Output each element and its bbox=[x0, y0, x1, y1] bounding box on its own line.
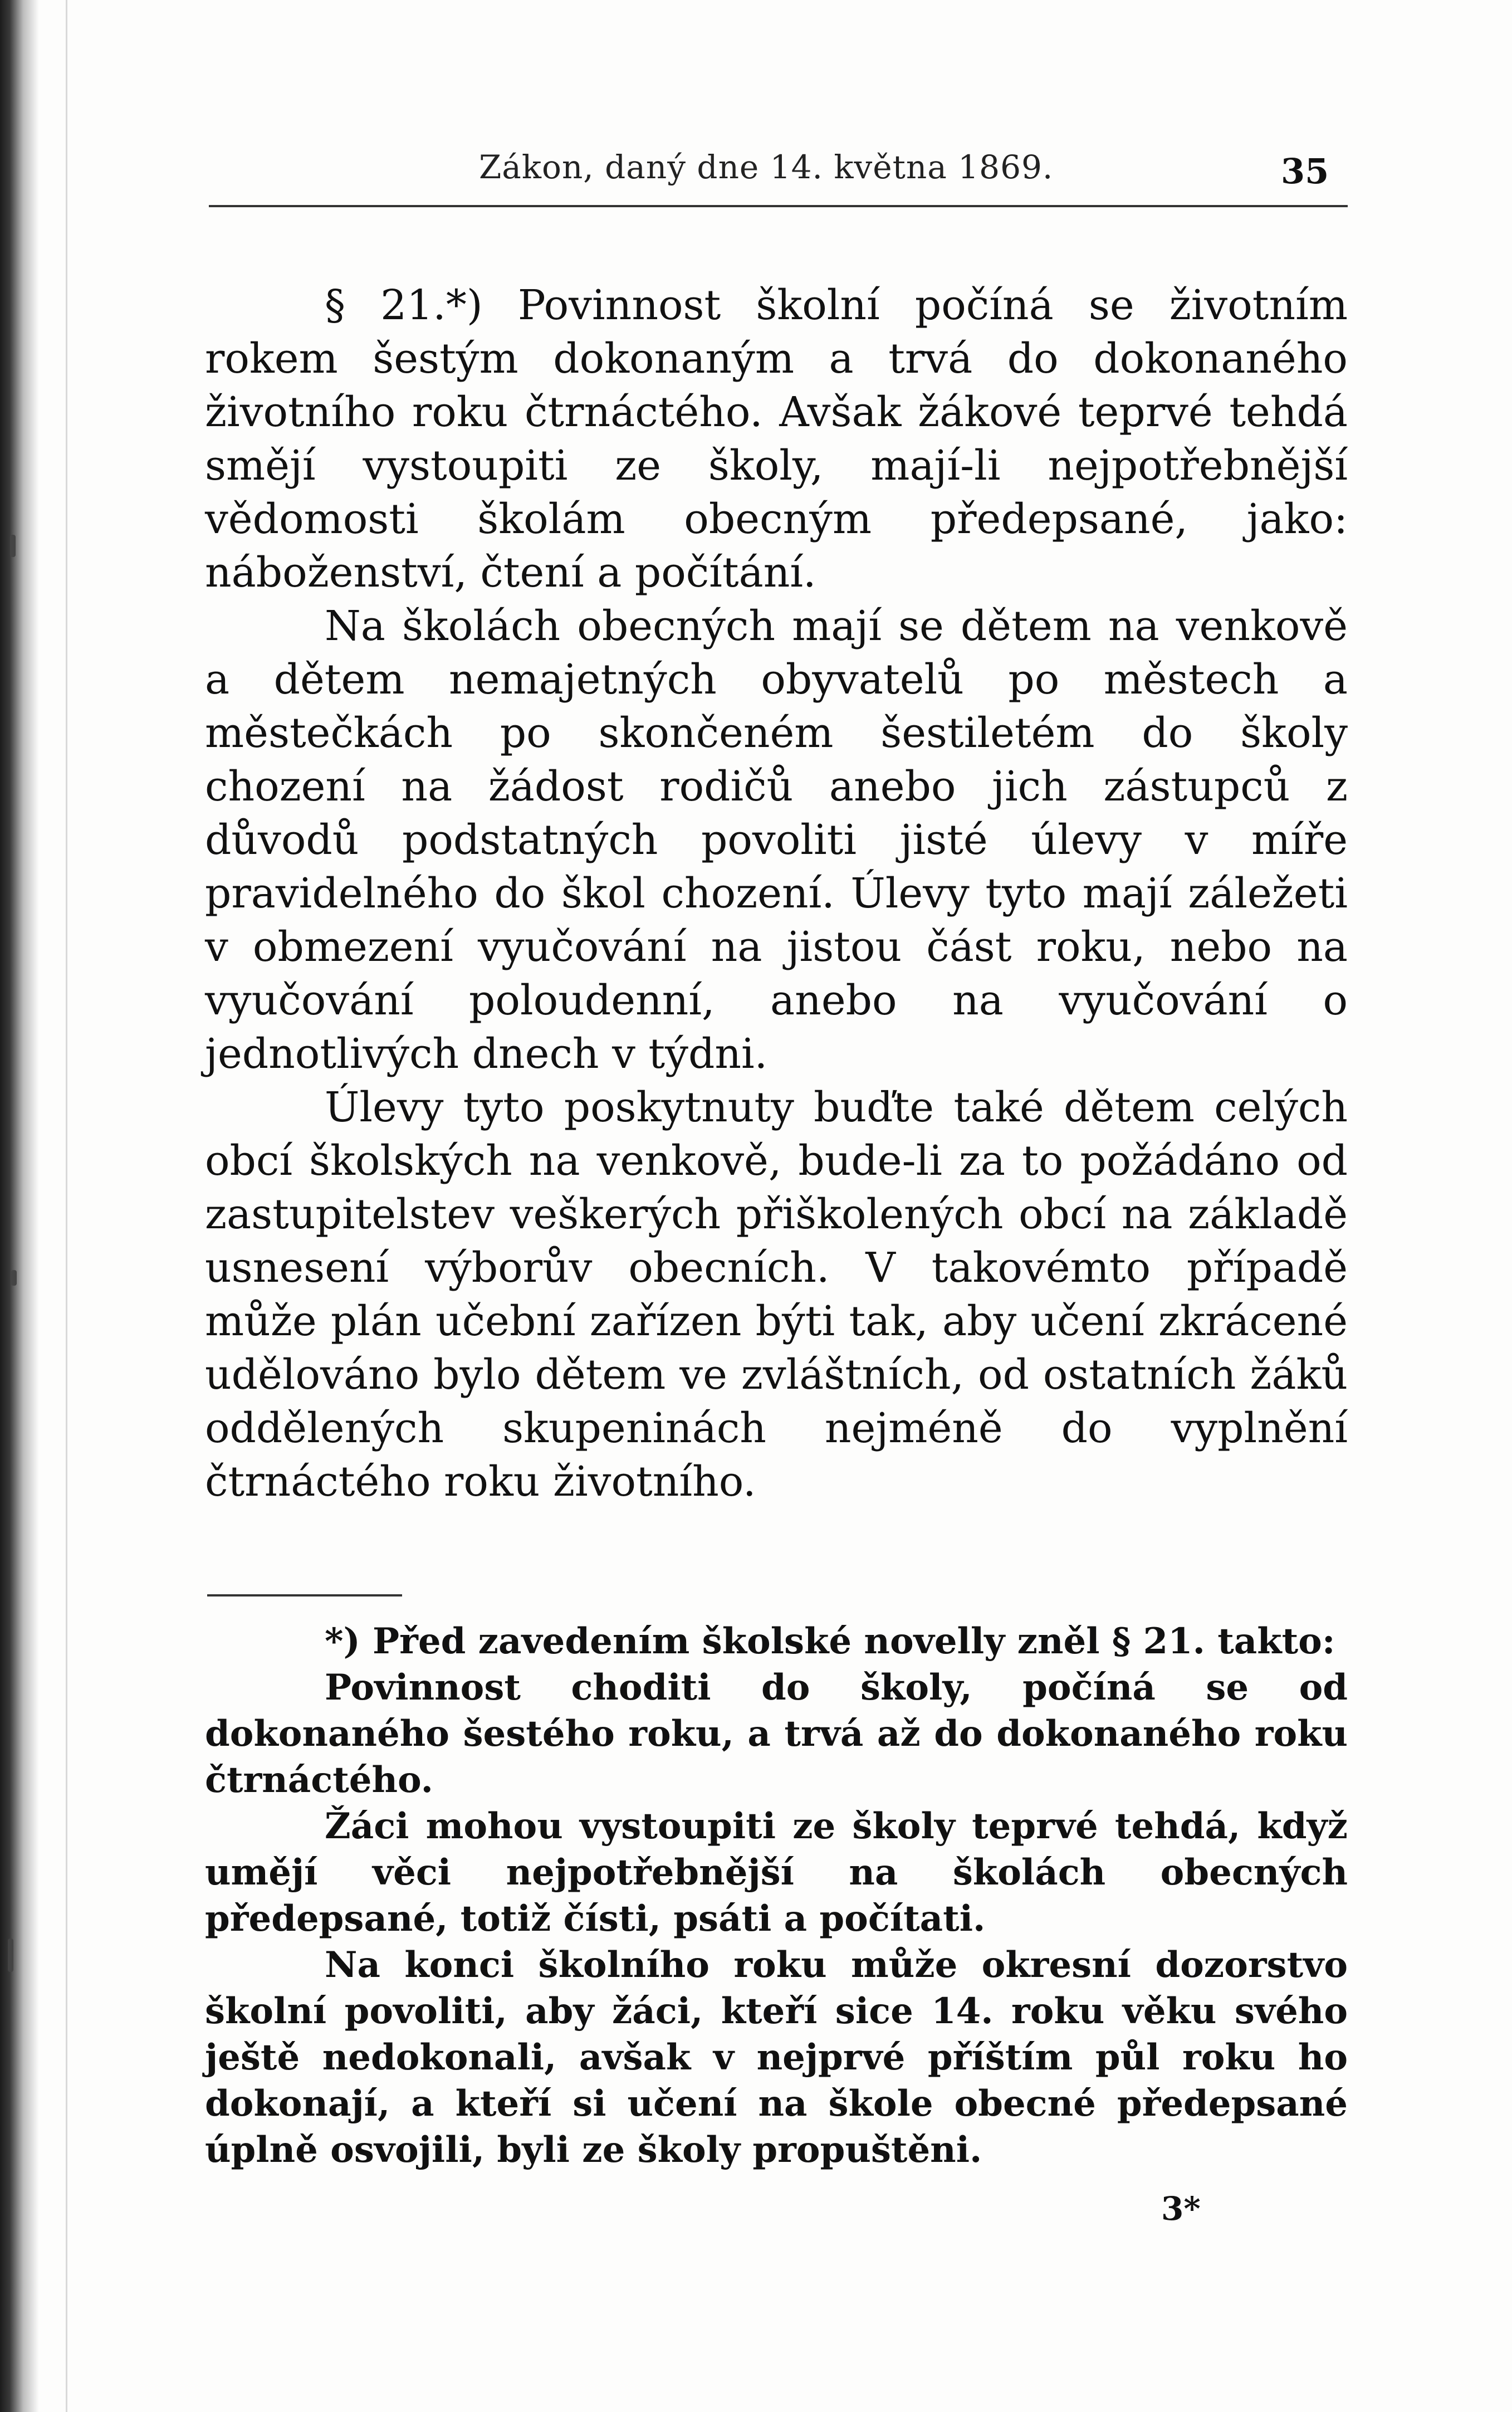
edge-mark bbox=[8, 1939, 13, 1972]
footnotes bbox=[205, 1618, 1348, 2173]
footnote-paragraph: Žáci mohou vystoupiti ze školy teprvé tehdá, když umějí věci nejpotřebnější na školách obecných předepsané, totiž čísti, psáti a počítati. bbox=[205, 1805, 1348, 1940]
footnote-intro: *) Před zavedením školské novelly zněl § 21. takto: bbox=[325, 1620, 1335, 1662]
footnote-paragraph: Na konci školního roku může okresní dozorstvo školní povoliti, aby žáci, kteří sice 14. roku věku svého ještě nedokonali, avšak v nejprvé příštím půl roku ho dokonají, a kteří si učení na škole obecné předepsané úplně osvojili, byli ze školy propuštěni. bbox=[205, 1944, 1348, 2171]
footnote-rule bbox=[207, 1594, 402, 1596]
running-head bbox=[0, 142, 1512, 192]
edge-mark bbox=[11, 1270, 17, 1286]
header-rule bbox=[209, 205, 1348, 207]
paragraph-section-21: § 21.*) Povinnost školní počíná se životním rokem šestým dokonaným a trvá do dokonaného životního roku čtrnáctého. Avšak žákové teprvé tehdá smějí vystoupiti ze školy, mají-li nejpotřebnější vědomosti školám obecným předepsané, jako: náboženství, čtení a počítání. bbox=[205, 281, 1348, 597]
binding-line bbox=[66, 0, 67, 2412]
footnote-paragraph: Povinnost choditi do školy, počíná se od dokonaného šestého roku, a trvá až do dokonaného roku čtrnáctého. bbox=[205, 1667, 1348, 1801]
page-number: 35 bbox=[1281, 151, 1329, 192]
binding-shadow bbox=[0, 0, 39, 2412]
running-title: Zákon, daný dne 14. května 1869. bbox=[479, 148, 1054, 186]
paragraph-relief-communities: Úlevy tyto poskytnuty buďte také dětem celých obcí školských na venkově, bude-li za to požádáno od zastupitelstev veškerých přiškolených obcí na základě usnesení výborův obecních. V takovémto případě může plán učební zařízen býti tak, aby učení zkrácené udělováno bylo dětem ve zvláštních, od ostatních žáků oddělených skupeninách nejméně do vyplnění čtrnáctého roku životního. bbox=[205, 1083, 1348, 1506]
signature-mark: 3* bbox=[1161, 2190, 1201, 2228]
body-text bbox=[205, 279, 1348, 1508]
paragraph-relief-rural: Na školách obecných mají se dětem na venkově a dětem nemajetných obyvatelů po městech a městečkách po skončeném šestiletém do školy chození na žádost rodičů anebo jich zástupců z důvodů podstatných povoliti jisté úlevy v míře pravidelného do škol chození. Úlevy tyto mají záležeti v obmezení vyučování na jistou část roku, nebo na vyučování poloudenní, anebo na vyučování o jednotlivých dnech v týdni. bbox=[205, 602, 1348, 1078]
edge-mark bbox=[10, 535, 16, 557]
